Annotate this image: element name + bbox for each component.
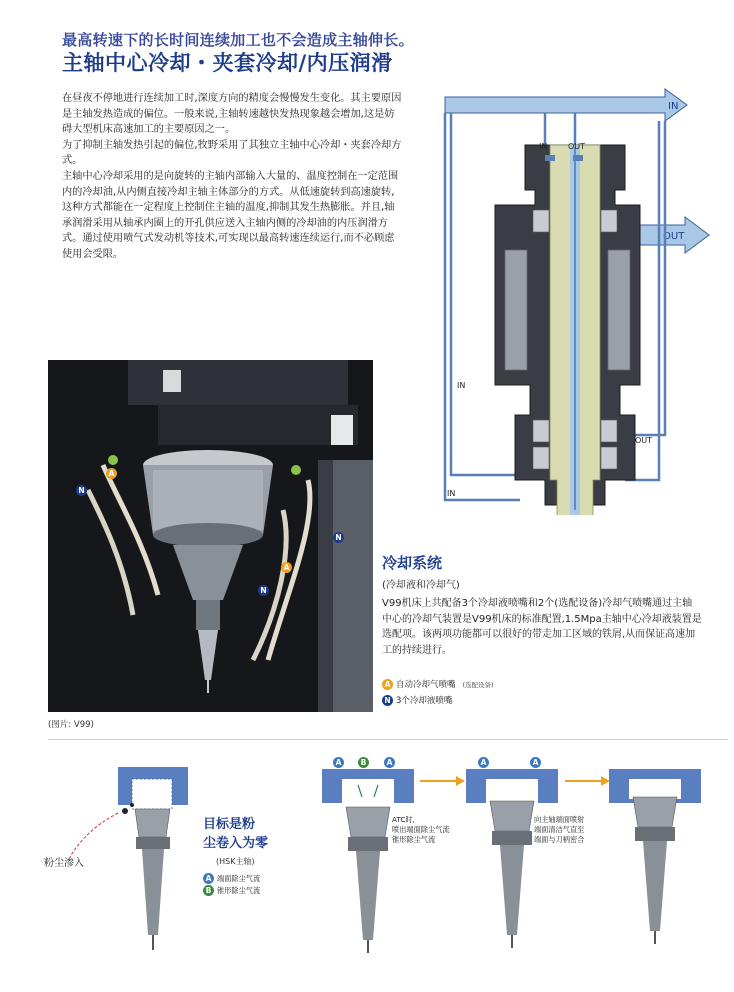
stator-left: [505, 250, 527, 370]
photo-illustration: [48, 360, 373, 712]
label-in-small: IN: [539, 142, 548, 151]
target-title-line: 尘卷入为零: [203, 836, 269, 851]
paragraph: 在昼夜不停地进行连续加工时,深度方向的精度会慢慢发生变化。其主要原因是主轴发热造成的偏位。一般来说,主轴转速越快发热现象越会增加,这是妨碍大型机床高速加工的主要原因之一。: [62, 93, 402, 136]
page-subtitle: 最高转速下的长时间连续加工也不会造成主轴伸长。: [62, 31, 414, 49]
legend-item: [382, 694, 452, 706]
dust-label: 粉尘渗入: [44, 858, 84, 869]
label-in-left-bottom: IN: [447, 489, 456, 498]
legend-note: (选配设备): [462, 680, 494, 689]
cooling-body: V99机床上共配备3个冷却液喷嘴和2个(选配设备)冷却气喷嘴通过主轴中心的冷却气装置是V99机床的标准配置,1.5Mpa主轴中心冷却液装置是选配项。该两项功能都可以很好的带走加工区域的铁屑,从而保证高速加工的持续进行。: [382, 598, 702, 656]
step1-badge: A: [333, 757, 344, 768]
intro-text: [62, 91, 402, 263]
badge-n: N: [382, 695, 393, 706]
badge-a: A: [203, 873, 214, 884]
paragraph: 为了抑制主轴发热引起的偏位,牧野采用了其独立主轴中心冷却・夹套冷却方式。: [62, 139, 402, 167]
badge-b: B: [203, 885, 214, 896]
step2-badge: A: [530, 757, 541, 768]
step3-tool-holder: [605, 755, 705, 955]
step2-badge: A: [478, 757, 489, 768]
cooling-title: 冷却系统: [382, 554, 443, 572]
spindle-cooling-diagram: [425, 85, 725, 515]
arrow-right-icon: [420, 775, 465, 787]
photo-badge-n: N: [333, 532, 344, 543]
step1-badge: B: [358, 757, 369, 768]
note-line: 端面与刀柄密合: [534, 835, 585, 844]
bottom-legend-item: [203, 873, 260, 884]
step2-tool-holder: [462, 755, 562, 955]
step1-tool-holder: [318, 755, 418, 955]
step1-badge: A: [384, 757, 395, 768]
target-title-line: 目标是粉: [203, 817, 256, 832]
note-line: 锥形除尘气流: [392, 835, 436, 844]
photo-badge-a: A: [281, 562, 292, 573]
step1-note: [392, 815, 450, 845]
paragraph: 主轴中心冷却采用的是向旋转的主轴内部输入大量的、温度控制在一定范围内的冷却油,从内侧直接冷却主轴主体部分的方式。从低速旋转到高速旋转,这种方式都能在一定程度上控制住主轴的温度,抑制其发生热膨胀。并且,轴承润滑采用从轴承内圈上的开孔供应送入主轴内侧的冷却油的内压润滑方式。通过使用喷气式发动机等技术,可实现以最高转速连续运行,而不必顾虑使用会受限。: [62, 170, 399, 260]
note-line: 端面清洁气直至: [534, 825, 585, 834]
cooling-subtitle: (冷却液和冷却气): [382, 580, 460, 591]
section-divider: [48, 739, 728, 740]
bottom-legend-item: [203, 885, 260, 896]
badge-a: A: [382, 679, 393, 690]
in-arrow-top: [445, 89, 687, 121]
legend-text: 锥形除尘气流: [217, 885, 261, 895]
target-subtitle: (HSK主轴): [216, 857, 255, 866]
page-title: 主轴中心冷却・夹套冷却/内压润滑: [62, 51, 393, 75]
legend-text: 端面除尘气流: [217, 873, 261, 883]
step2-note: [534, 815, 584, 845]
note-line: 向主轴端面喷射: [534, 815, 585, 824]
label-in-left-mid: IN: [457, 381, 466, 390]
note-line: ATC时,: [392, 815, 415, 824]
legend-text: 3个冷却液喷嘴: [396, 696, 453, 706]
arrow-right-icon: [565, 775, 610, 787]
label-out-right: OUT: [663, 231, 685, 242]
photo-badge-n: N: [76, 485, 87, 496]
target-title: [203, 815, 268, 853]
label-in-top: IN: [668, 101, 679, 112]
legend-text: 自动冷却气喷嘴: [396, 680, 456, 690]
photo-caption: (图片: V99): [48, 720, 94, 730]
photo-badge-n: N: [258, 585, 269, 596]
label-out-small: OUT: [568, 142, 586, 151]
stator-right: [608, 250, 630, 370]
photo-badge-a: A: [106, 468, 117, 479]
legend-item: [382, 678, 494, 690]
note-line: 喷出端面除尘气流: [392, 825, 450, 834]
label-out-right-low: OUT: [635, 436, 653, 445]
machine-photo: [48, 360, 373, 712]
